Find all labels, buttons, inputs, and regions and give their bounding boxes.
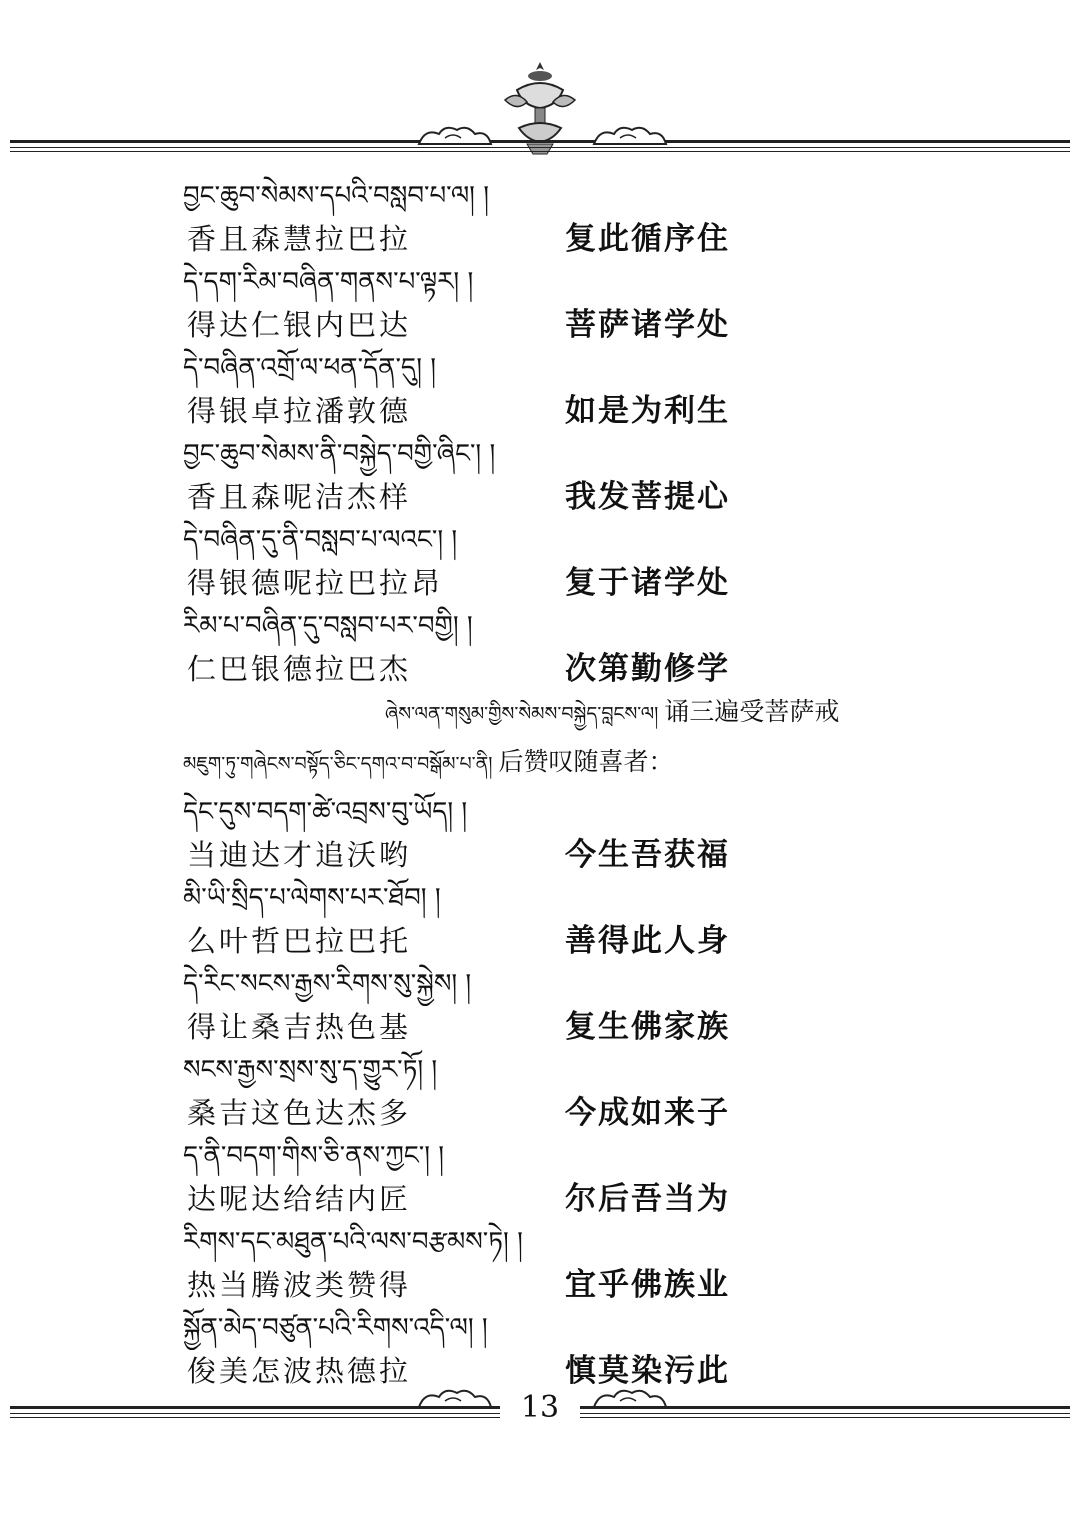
chinese-translation: 复生佛家族 xyxy=(565,1009,730,1045)
tibetan-line: དེང་དུས་བདག་ཚེ་འབྲས་བུ་ཡོད། ། xyxy=(183,797,468,827)
chinese-translation: 如是为利生 xyxy=(565,393,730,429)
verse-line xyxy=(183,346,903,432)
pronunciation: 得银卓拉潘敦德 xyxy=(187,394,412,428)
verse-line xyxy=(183,1220,903,1306)
pronunciation: 当迪达才追沃哟 xyxy=(187,838,412,872)
pronunciation: 达呢达给结内匠 xyxy=(187,1182,412,1216)
top-rule xyxy=(10,140,1070,156)
instruction-note xyxy=(385,695,839,731)
pronunciation: 俊美怎波热德拉 xyxy=(187,1354,412,1388)
verse-section-2 xyxy=(183,790,903,1392)
tibetan-line: བྱང་ཆུབ་སེམས་ནི་བསྐྱེད་བགྱི་ཞིང་། ། xyxy=(183,439,496,469)
pronunciation: 热当腾波类赞得 xyxy=(187,1268,412,1302)
pronunciation: 香且森呢洁杰样 xyxy=(187,480,412,514)
verse-line xyxy=(183,518,903,604)
pronunciation: 仁巴银德拉巴杰 xyxy=(187,652,412,686)
chinese-translation: 菩萨诸学处 xyxy=(565,307,730,343)
tibetan-line: སྐྱོན་མེད་བཙུན་པའི་རིགས་འདི་ལ། ། xyxy=(183,1313,488,1343)
pronunciation: 香且森慧拉巴拉 xyxy=(187,222,412,256)
cloud-ornament-icon xyxy=(590,122,670,148)
tibetan-line: ད་ནི་བདག་གིས་ཅི་ནས་ཀྱང་། ། xyxy=(183,1141,445,1171)
cloud-ornament-icon xyxy=(415,122,495,148)
tibetan-line: དེ་དག་རིམ་བཞིན་གནས་པ་ལྟར། ། xyxy=(183,267,474,297)
verse-line xyxy=(183,260,903,346)
chinese-translation: 宜乎佛族业 xyxy=(565,1267,730,1303)
pronunciation: 得让桑吉热色基 xyxy=(187,1010,412,1044)
chinese-translation: 我发菩提心 xyxy=(565,479,730,515)
verse-line xyxy=(183,876,903,962)
note-chinese: 后赞叹随喜者： xyxy=(498,747,674,776)
note-tibetan: ཞེས་ལན་གསུམ་གྱིས་སེམས་བསྐྱེད་བླངས་ལ། xyxy=(385,703,659,725)
tibetan-line: བྱང་ཆུབ་སེམས་དཔའི་བསླབ་པ་ལ། ། xyxy=(183,181,489,211)
verse-line xyxy=(183,174,903,260)
verse-line xyxy=(183,962,903,1048)
chinese-translation: 复于诸学处 xyxy=(565,565,730,601)
tibetan-line: དེ་བཞིན་འགྲོ་ལ་ཕན་དོན་དུ། ། xyxy=(183,353,437,383)
verse-line xyxy=(183,604,903,690)
verse-line xyxy=(183,1134,903,1220)
pronunciation: 么叶哲巴拉巴托 xyxy=(187,924,412,958)
tibetan-line: སངས་རྒྱས་སྲས་སུ་ད་གྱུར་ཏོ། ། xyxy=(183,1055,438,1085)
pronunciation: 得达仁银内巴达 xyxy=(187,308,412,342)
cloud-ornament-icon xyxy=(590,1385,670,1411)
chinese-translation: 慎莫染污此 xyxy=(565,1353,730,1389)
note-tibetan: མཇུག་ཏུ་གཞེངས་བསྟོད་ཅིང་དགའ་བ་བསྒོམ་པ་ནི། xyxy=(183,753,493,775)
tibetan-line: རིགས་དང་མཐུན་པའི་ལས་བརྩམས་ཏེ། ། xyxy=(183,1227,523,1257)
tibetan-line: རིམ་པ་བཞིན་དུ་བསླབ་པར་བགྱི། ། xyxy=(183,611,473,641)
verse-line xyxy=(183,432,903,518)
chinese-translation: 次第勤修学 xyxy=(565,651,730,687)
section-heading-note xyxy=(183,745,674,781)
chinese-translation: 尔后吾当为 xyxy=(565,1181,730,1217)
tibetan-line: མི་ཡི་སྲིད་པ་ལེགས་པར་ཐོབ། ། xyxy=(183,883,441,913)
tibetan-line: དེ་བཞིན་དུ་ནི་བསླབ་པ་ལའང་། ། xyxy=(183,525,458,555)
note-chinese: 诵三遍受菩萨戒 xyxy=(664,697,840,726)
chinese-translation: 善得此人身 xyxy=(565,923,730,959)
page-number: 13 xyxy=(500,1390,580,1425)
chinese-translation: 今生吾获福 xyxy=(565,837,730,873)
chinese-translation: 今成如来子 xyxy=(565,1095,730,1131)
verse-section-1 xyxy=(183,174,903,690)
verse-line xyxy=(183,1306,903,1392)
cloud-ornament-icon xyxy=(415,1385,495,1411)
verse-line xyxy=(183,1048,903,1134)
tibetan-line: དེ་རིང་སངས་རྒྱས་རིགས་སུ་སྐྱེས། ། xyxy=(183,969,472,999)
pronunciation: 得银德呢拉巴拉昂 xyxy=(187,566,444,600)
verse-line xyxy=(183,790,903,876)
chinese-translation: 复此循序住 xyxy=(565,221,730,257)
pronunciation: 桑吉这色达杰多 xyxy=(187,1096,412,1130)
